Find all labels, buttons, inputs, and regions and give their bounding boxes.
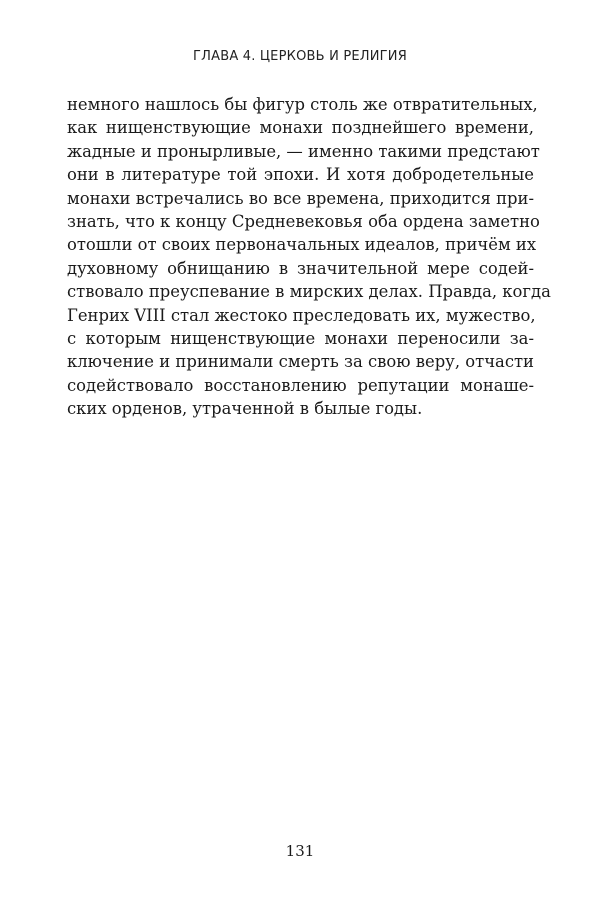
text-line: как нищенствующие монахи позднейшего времени, <box>67 118 534 138</box>
text-line: они в литературе той эпохи. И хотя добродетельные <box>67 165 534 185</box>
text-line: немного нашлось бы фигур столь же отвратительных, <box>67 95 538 114</box>
text-line: жадные и пронырливые, — именно такими предстают <box>67 141 540 161</box>
text-line: монахи встречались во все времена, приходится при- <box>67 188 534 208</box>
running-head: ГЛАВА 4. ЦЕРКОВЬ И РЕЛИГИЯ <box>193 49 407 64</box>
body-paragraph <box>67 93 551 420</box>
text-line: ствовало преуспевание в мирских делах. Правда, когда <box>67 282 551 302</box>
text-line: Генрих VIII стал жестоко преследовать их, мужество, <box>67 305 536 325</box>
text-line-last: ских орденов, утраченной в былые годы. <box>67 399 423 419</box>
text-line: с которым нищенствующие монахи переносили за- <box>67 328 534 348</box>
text-line: знать, что к концу Средневековья оба ордена заметно <box>67 211 540 231</box>
text-line: отошли от своих первоначальных идеалов, причём их <box>67 235 537 255</box>
text-line: ключение и принимали смерть за свою веру, отчасти <box>67 352 534 372</box>
text-line: духовному обнищанию в значительной мере содей- <box>67 258 534 278</box>
text-line: содействовало восстановлению репутации монаше- <box>67 375 534 395</box>
page-number: 131 <box>285 842 315 860</box>
